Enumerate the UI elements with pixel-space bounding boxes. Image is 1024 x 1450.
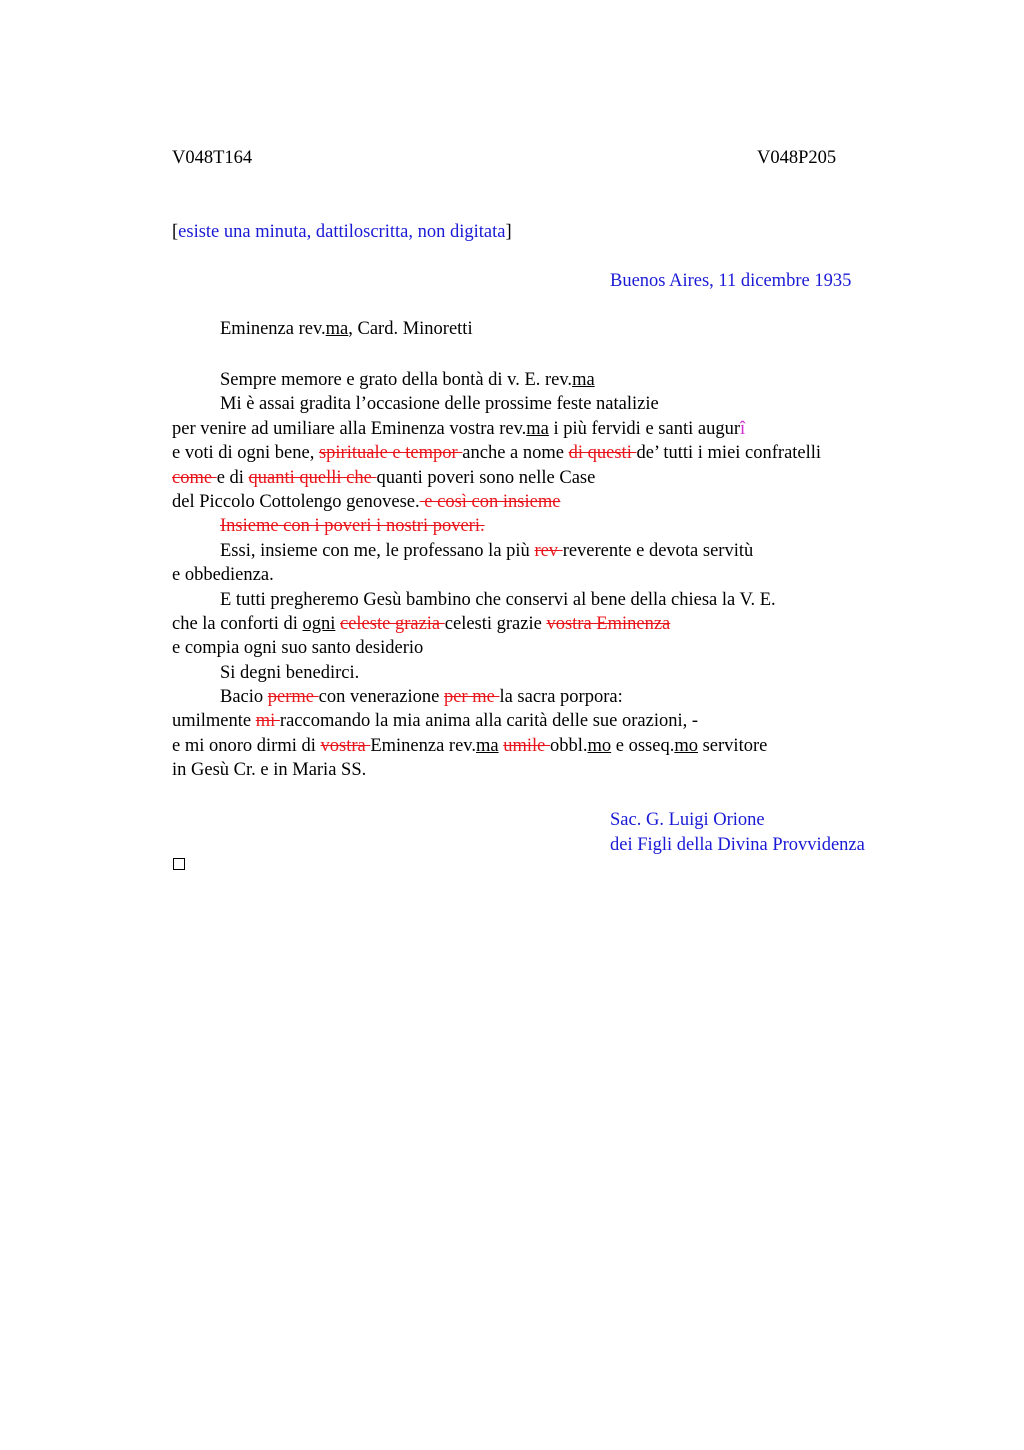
text-run: celesti grazie — [444, 613, 547, 634]
letter-line-11 — [172, 612, 932, 636]
place-date: Buenos Aires, 11 dicembre 1935 — [610, 271, 852, 291]
text-run: per venire ad umiliare alla Eminenza vostra rev. — [172, 418, 527, 439]
signature-name: Sac. G. Luigi Orione — [610, 810, 765, 830]
end-of-document-box-icon — [173, 858, 185, 870]
letter-line-8 — [172, 539, 932, 563]
abbrev-underlined: ma — [475, 735, 499, 756]
text-run: Bacio — [220, 687, 268, 708]
abbrev-underlined: mo — [674, 735, 698, 756]
text-run: e di — [216, 467, 249, 488]
deleted-text: rev — [534, 540, 563, 561]
text-run: e mi onoro dirmi di — [172, 735, 321, 756]
deleted-text: vostra Eminenza — [546, 613, 671, 634]
text-run: raccomando la mia anima alla carità delle sue orazioni, - — [279, 711, 699, 732]
abbrev-underlined: ma — [526, 418, 549, 439]
deleted-text: umile — [503, 735, 550, 756]
letter-line-15 — [172, 709, 932, 733]
text-run: umilmente — [172, 711, 256, 732]
text-run: Essi, insieme con me, le professano la più — [220, 540, 535, 561]
letter-line-10 — [172, 588, 932, 612]
deleted-text: e così con insieme — [419, 491, 561, 512]
deleted-text: mi — [255, 711, 280, 732]
letter-line-1 — [172, 368, 932, 392]
letter-line-9 — [172, 563, 932, 587]
letter-line-12 — [172, 636, 932, 660]
text-run: in Gesù Cr. e in Maria SS. — [172, 760, 367, 781]
text-run: obbl. — [549, 735, 588, 756]
text-run: e voti di ogni bene, — [172, 443, 319, 464]
letter-line-6 — [172, 490, 932, 514]
salutation-pre: Eminenza rev. — [220, 319, 326, 339]
text-run: Sempre memore e grato della bontà di v. E. rev. — [220, 370, 573, 390]
signature-block — [610, 808, 865, 857]
letter-line-4 — [172, 441, 932, 465]
salutation — [220, 319, 473, 340]
text-run: e osseq. — [611, 735, 675, 756]
document-code-left: V048T164 — [172, 148, 253, 168]
letter-line-17 — [172, 758, 932, 782]
text-run: reverente e devota servitù — [562, 540, 754, 561]
editorial-note — [172, 222, 512, 243]
deleted-text: quanti quelli che — [248, 467, 377, 488]
letter-line-13 — [172, 661, 932, 685]
note-bracket-close: ] — [505, 222, 512, 242]
text-run: con venerazione — [318, 687, 444, 708]
letter-line-7 — [172, 514, 932, 538]
letter-body — [172, 368, 932, 783]
text-run: la sacra porpora: — [499, 687, 623, 708]
abbrev-underlined: mo — [587, 735, 612, 756]
text-run: e obbedienza. — [172, 565, 274, 586]
text-run: del Piccolo Cottolengo genovese. — [172, 491, 420, 512]
letter-line-14 — [172, 685, 932, 709]
text-run: e compia ogni suo santo desiderio — [172, 638, 424, 659]
editorial-mark: î — [739, 418, 746, 439]
text-run: servitore — [697, 735, 768, 756]
letter-line-3 — [172, 417, 932, 441]
text-run: quanti poveri sono nelle Case — [376, 467, 596, 488]
deleted-text: vostra — [320, 735, 371, 756]
salutation-abbrev: ma — [325, 319, 349, 339]
note-text: esiste una minuta, dattiloscritta, non digitata — [178, 222, 506, 242]
note-bracket-open: [ — [172, 222, 179, 242]
deleted-text: Insieme con i poveri i nostri poveri. — [220, 516, 485, 537]
deleted-text: perme — [267, 687, 319, 708]
text-run: E tutti pregheremo Gesù bambino che conservi al bene della chiesa la V. E. — [220, 589, 776, 610]
salutation-post: , Card. Minoretti — [348, 319, 473, 339]
letter-line-16 — [172, 734, 932, 758]
text-run: i più fervidi e santi augur — [548, 418, 740, 439]
deleted-text: come — [172, 467, 217, 488]
abbrev-underlined: ma — [572, 370, 595, 390]
signature-order: dei Figli della Divina Provvidenza — [610, 834, 865, 855]
deleted-text: per me — [443, 687, 500, 708]
letter-line-2 — [172, 392, 932, 416]
underlined-text: ogni — [302, 613, 336, 634]
text-run: de’ tutti i miei confratelli — [636, 443, 822, 464]
text-run: Si degni benedirci. — [220, 662, 360, 683]
deleted-text: di questi — [568, 443, 637, 464]
letter-line-5 — [172, 466, 932, 490]
text-run: Eminenza rev. — [370, 735, 476, 756]
text-run: che la conforti di — [172, 613, 303, 634]
text-run: Mi è assai gradita l’occasione delle prossime feste natalizie — [220, 394, 659, 415]
document-code-right: V048P205 — [757, 148, 837, 168]
deleted-text: celeste grazia — [340, 613, 445, 634]
deleted-text: spirituale e tempor — [318, 443, 463, 464]
text-run: anche a nome — [462, 443, 569, 464]
